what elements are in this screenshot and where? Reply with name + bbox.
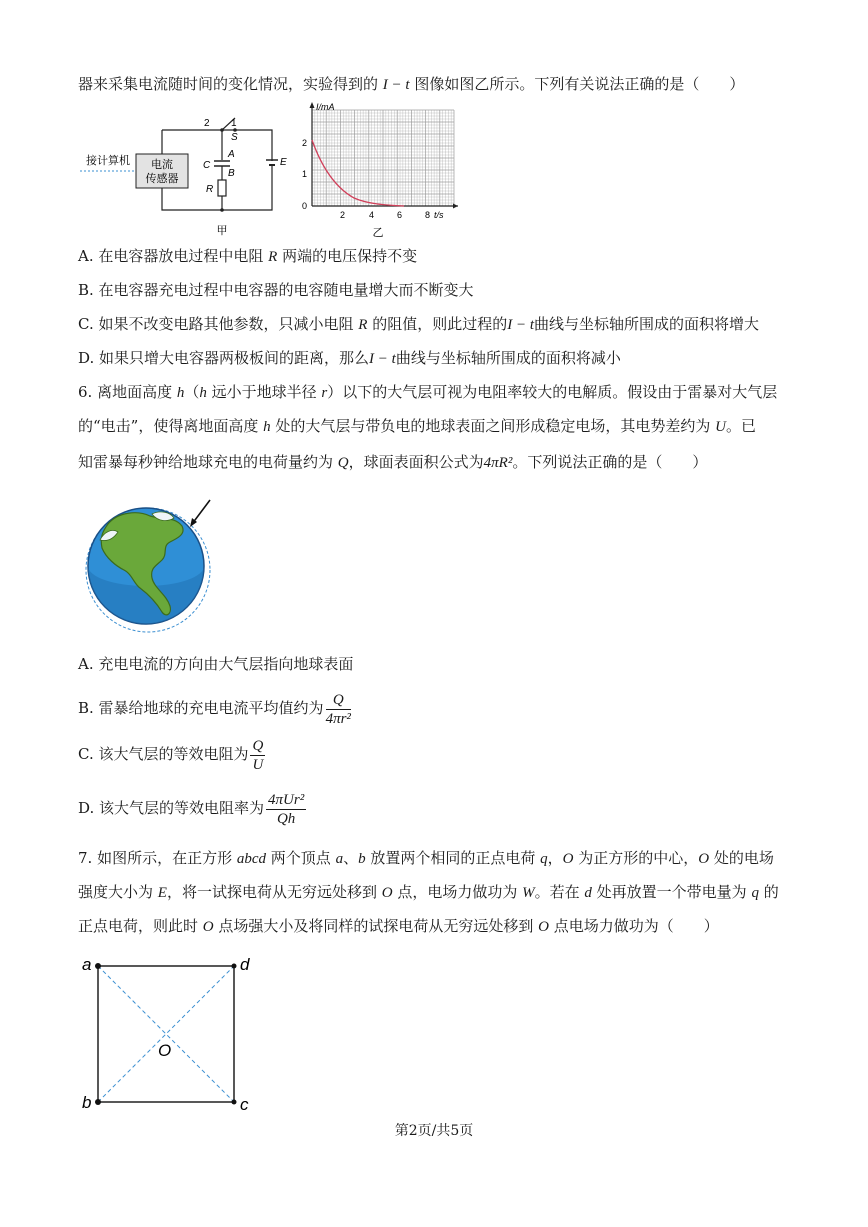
switch-terminal-1: 1	[231, 118, 237, 129]
xtick-2: 2	[340, 210, 346, 220]
q7-text: 点场强大小及将同样的试探电荷从无穷远处移到	[213, 917, 539, 935]
q7-text: 点，电场力做功为	[392, 883, 523, 901]
q7-text: 7. 如图所示，在正方形	[78, 849, 237, 867]
label-c: c	[240, 1095, 249, 1114]
q7-text: 。若在	[534, 883, 585, 901]
q5-option-d	[78, 348, 621, 369]
q6-var-u: U	[715, 419, 726, 435]
q7-text: 处再放置一个带电量为	[591, 883, 752, 901]
q6-var-h: h	[176, 385, 185, 401]
q6-var-r: r	[321, 385, 328, 401]
q6-option-d-text: D. 该大气层的等效电阻率为	[78, 799, 265, 817]
label-b: b	[82, 1093, 92, 1112]
q5-option-c-text-3: 曲线与坐标轴所围成的面积将增大	[534, 315, 760, 333]
q5-option-b-text: B. 在电容器充电过程中电容器的电容随电量增大而不断变大	[78, 281, 474, 299]
q5-option-b	[78, 280, 474, 300]
fraction-numerator: Q	[252, 737, 264, 754]
fraction-numerator: Q	[326, 691, 351, 710]
q5-option-c-var-2: I − t	[507, 317, 534, 333]
q7-line-2	[78, 882, 779, 903]
q6-option-b-fraction	[326, 691, 351, 728]
label-d: d	[240, 955, 250, 974]
q7-text: 两个顶点	[266, 849, 336, 867]
q7-var-e: E	[157, 885, 167, 901]
page-footer: 第2页/共5页	[394, 1123, 474, 1139]
graph-xlabel: t/s	[434, 210, 444, 220]
q5-option-d-text-2: 曲线与坐标轴所围成的面积将减小	[395, 349, 621, 367]
q7-var-o: O	[538, 919, 550, 935]
q7-text: 为正方形的中心，	[573, 849, 699, 867]
q7-text: 正点电荷，则此时	[78, 917, 203, 935]
q7-text: 放置两个相同的正点电荷	[365, 849, 541, 867]
q7-text: 强度大小为	[78, 883, 158, 901]
q7-line-1	[78, 848, 774, 869]
q6-option-c	[78, 734, 265, 776]
square-figure	[78, 952, 268, 1118]
q5-option-c	[78, 314, 759, 335]
q5-intro-line	[78, 74, 744, 95]
q6-option-a-text: A. 充电电流的方向由大气层指向地球表面	[78, 655, 354, 673]
figure-jia-caption: 甲	[216, 225, 228, 237]
q5-option-d-var: I − t	[369, 351, 396, 367]
earth-figure	[78, 494, 228, 642]
sensor-label-2: 传感器	[145, 173, 179, 185]
q6-var-q: Q	[337, 455, 349, 471]
resistor-label: R	[206, 184, 214, 195]
q6-line-2	[78, 416, 756, 437]
q5-option-a-text-2: 两端的电压保持不变	[277, 247, 418, 265]
q6-option-a	[78, 654, 353, 674]
charge-a	[95, 963, 101, 969]
xtick-6: 6	[397, 210, 403, 220]
q6-var-h: h	[199, 385, 207, 401]
ytick-1: 1	[302, 169, 308, 179]
ytick-2: 2	[302, 138, 308, 148]
q7-text: ，	[547, 849, 563, 867]
q7-text: 处的电场	[709, 849, 774, 867]
q6-line-1	[78, 382, 777, 403]
plate-b-label: B	[228, 168, 235, 179]
battery-label: E	[280, 157, 287, 168]
q7-var-q: q	[540, 851, 548, 867]
q7-var-w: W	[522, 885, 535, 901]
label-a: a	[82, 955, 92, 974]
computer-label: 接计算机	[86, 155, 130, 167]
q5-option-c-text-2: 的阻值，则此过程的	[367, 315, 508, 333]
plate-a-label: A	[228, 149, 235, 160]
fraction-numerator: 4πUr²	[268, 791, 305, 808]
q7-var-d: d	[584, 885, 592, 901]
q5-option-c-var: R	[358, 317, 368, 333]
q5-option-a-text: A. 在电容器放电过程中电阻	[78, 247, 269, 265]
graph-ylabel: I/mA	[316, 102, 335, 112]
q6-text: 的“电击”，使得离地面高度	[78, 417, 264, 435]
q7-var-o: O	[202, 919, 214, 935]
q5-intro-text: 器来采集电流随时间的变化情况，实验得到的	[78, 75, 379, 93]
q6-text: 。下列说法正确的是（ ）	[512, 453, 708, 471]
it-graph	[298, 98, 460, 240]
q6-text: ）以下的大气层可视为电阻率较大的电解质。假设由于雷暴对大气层	[327, 383, 778, 401]
q7-var-o: O	[562, 851, 574, 867]
fraction-denominator: U	[252, 756, 264, 773]
graph-grid	[312, 110, 454, 206]
q7-var-o: O	[698, 851, 710, 867]
q5-option-c-text: C. 如果不改变电路其他参数，只减小电阻	[78, 315, 359, 333]
q7-text: 点电场力做功为（ ）	[549, 917, 719, 935]
q7-line-3	[78, 916, 719, 937]
q6-option-c-fraction	[250, 737, 265, 774]
q6-area-formula: 4πR²	[483, 455, 513, 471]
q6-option-b	[78, 688, 351, 730]
q6-text: （	[184, 383, 200, 401]
q6-text: 处的大气层与带负电的地球表面之间形成稳定电场，其电势差约为	[270, 417, 716, 435]
q6-option-d	[78, 788, 306, 830]
q5-option-a	[78, 246, 417, 267]
q6-option-c-text: C. 该大气层的等效电阻为	[78, 745, 249, 763]
q7-text: ，将一试探电荷从无穷远处移到	[166, 883, 382, 901]
q6-text: ，球面表面积公式为	[348, 453, 484, 471]
capacitor-label: C	[203, 160, 211, 171]
charge-b	[95, 1099, 101, 1105]
q6-option-b-text: B. 雷暴给地球的充电电流平均值约为	[78, 699, 324, 717]
ytick-0: 0	[302, 201, 308, 211]
q6-text: 远小于地球半径	[206, 383, 322, 401]
vertex-c	[232, 1100, 237, 1105]
q7-var-a: a	[335, 851, 344, 867]
q7-var-q: q	[751, 885, 759, 901]
q6-option-d-fraction	[266, 791, 306, 828]
q7-text: 的	[758, 883, 779, 901]
q7-var-abcd: abcd	[236, 851, 267, 867]
q5-option-d-text: D. 如果只增大电容器两极板间的距离，那么	[78, 349, 370, 367]
q6-line-3	[78, 452, 707, 473]
vertex-d	[232, 964, 237, 969]
q5-intro-text-2: 图像如图乙所示。下列有关说法正确的是（ ）	[414, 75, 745, 93]
sensor-label-1: 电流	[151, 159, 173, 171]
fraction-denominator: 4πr²	[325, 710, 351, 727]
q7-var-o: O	[381, 885, 393, 901]
fraction-denominator: Qh	[276, 810, 296, 827]
q7-var-b: b	[358, 851, 366, 867]
switch-label: S	[231, 132, 238, 143]
q5-it-symbol: I − t	[382, 77, 410, 93]
xtick-8: 8	[425, 210, 431, 220]
circuit-diagram	[78, 108, 300, 238]
q6-var-h: h	[263, 419, 271, 435]
figure-yi-caption: 乙	[372, 227, 384, 239]
q5-option-a-var: R	[268, 249, 278, 265]
xtick-4: 4	[369, 210, 375, 220]
switch-terminal-2: 2	[204, 118, 210, 129]
label-o: O	[158, 1041, 172, 1060]
q7-text: 、	[343, 849, 359, 867]
q6-text: 6. 离地面高度	[78, 383, 177, 401]
q6-text: 。已	[726, 417, 757, 435]
q6-text: 知雷暴每秒钟给地球充电的电荷量约为	[78, 453, 338, 471]
